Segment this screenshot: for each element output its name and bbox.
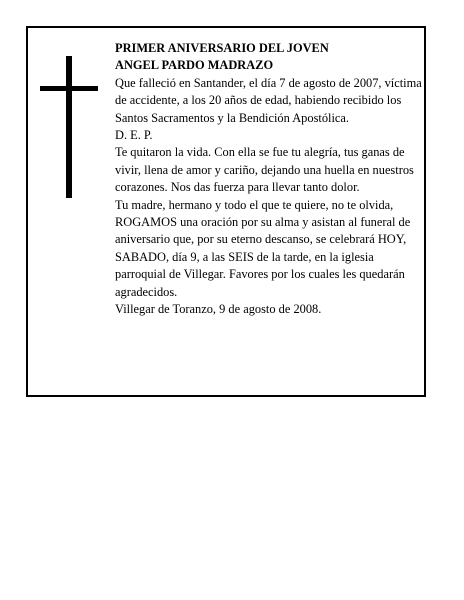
- notice-text: [115, 40, 423, 319]
- notice-paragraph1: Que falleció en Santander, el día 7 de agosto de 2007, víctima: [115, 75, 422, 90]
- notice-heading-line2: ANGEL PARDO MADRAZO: [115, 58, 274, 73]
- cross-horizontal-bar: [40, 86, 98, 91]
- cross-vertical-bar: [66, 56, 72, 198]
- notice-paragraph3: Te quitaron la vida. Con ella se fue tu alegría, tus ganas de vivir, llena de amor y cariño, dejando una huella en nuestros corazones. Nos das fuerza para llevar tanto dolor.: [115, 145, 417, 195]
- notice-paragraph2: de accidente, a los 20 años de edad, habiendo recibido los Santos Sacramentos y la Bendición Apostólica.: [115, 93, 405, 125]
- notice-paragraph4: Tu madre, hermano y todo el que te quiere, no te olvida,: [115, 197, 394, 212]
- notice-heading-line1: PRIMER ANIVERSARIO DEL JOVEN: [115, 41, 329, 55]
- notice-place-date: Villegar de Toranzo, 9 de agosto de 2008.: [115, 302, 322, 317]
- cross-icon: [40, 56, 98, 198]
- notice-dep: D. E. P.: [115, 128, 153, 143]
- notice-paragraph5: ROGAMOS una oración por su alma y asistan al funeral de aniversario que, por su eterno descanso, se celebrará HOY, SABADO, día 9, a las SEIS de la tarde, en la iglesia parroquial de Villegar. Favores por los cuales les quedarán agradecidos.: [115, 215, 414, 299]
- obituary-notice-frame: [26, 26, 426, 397]
